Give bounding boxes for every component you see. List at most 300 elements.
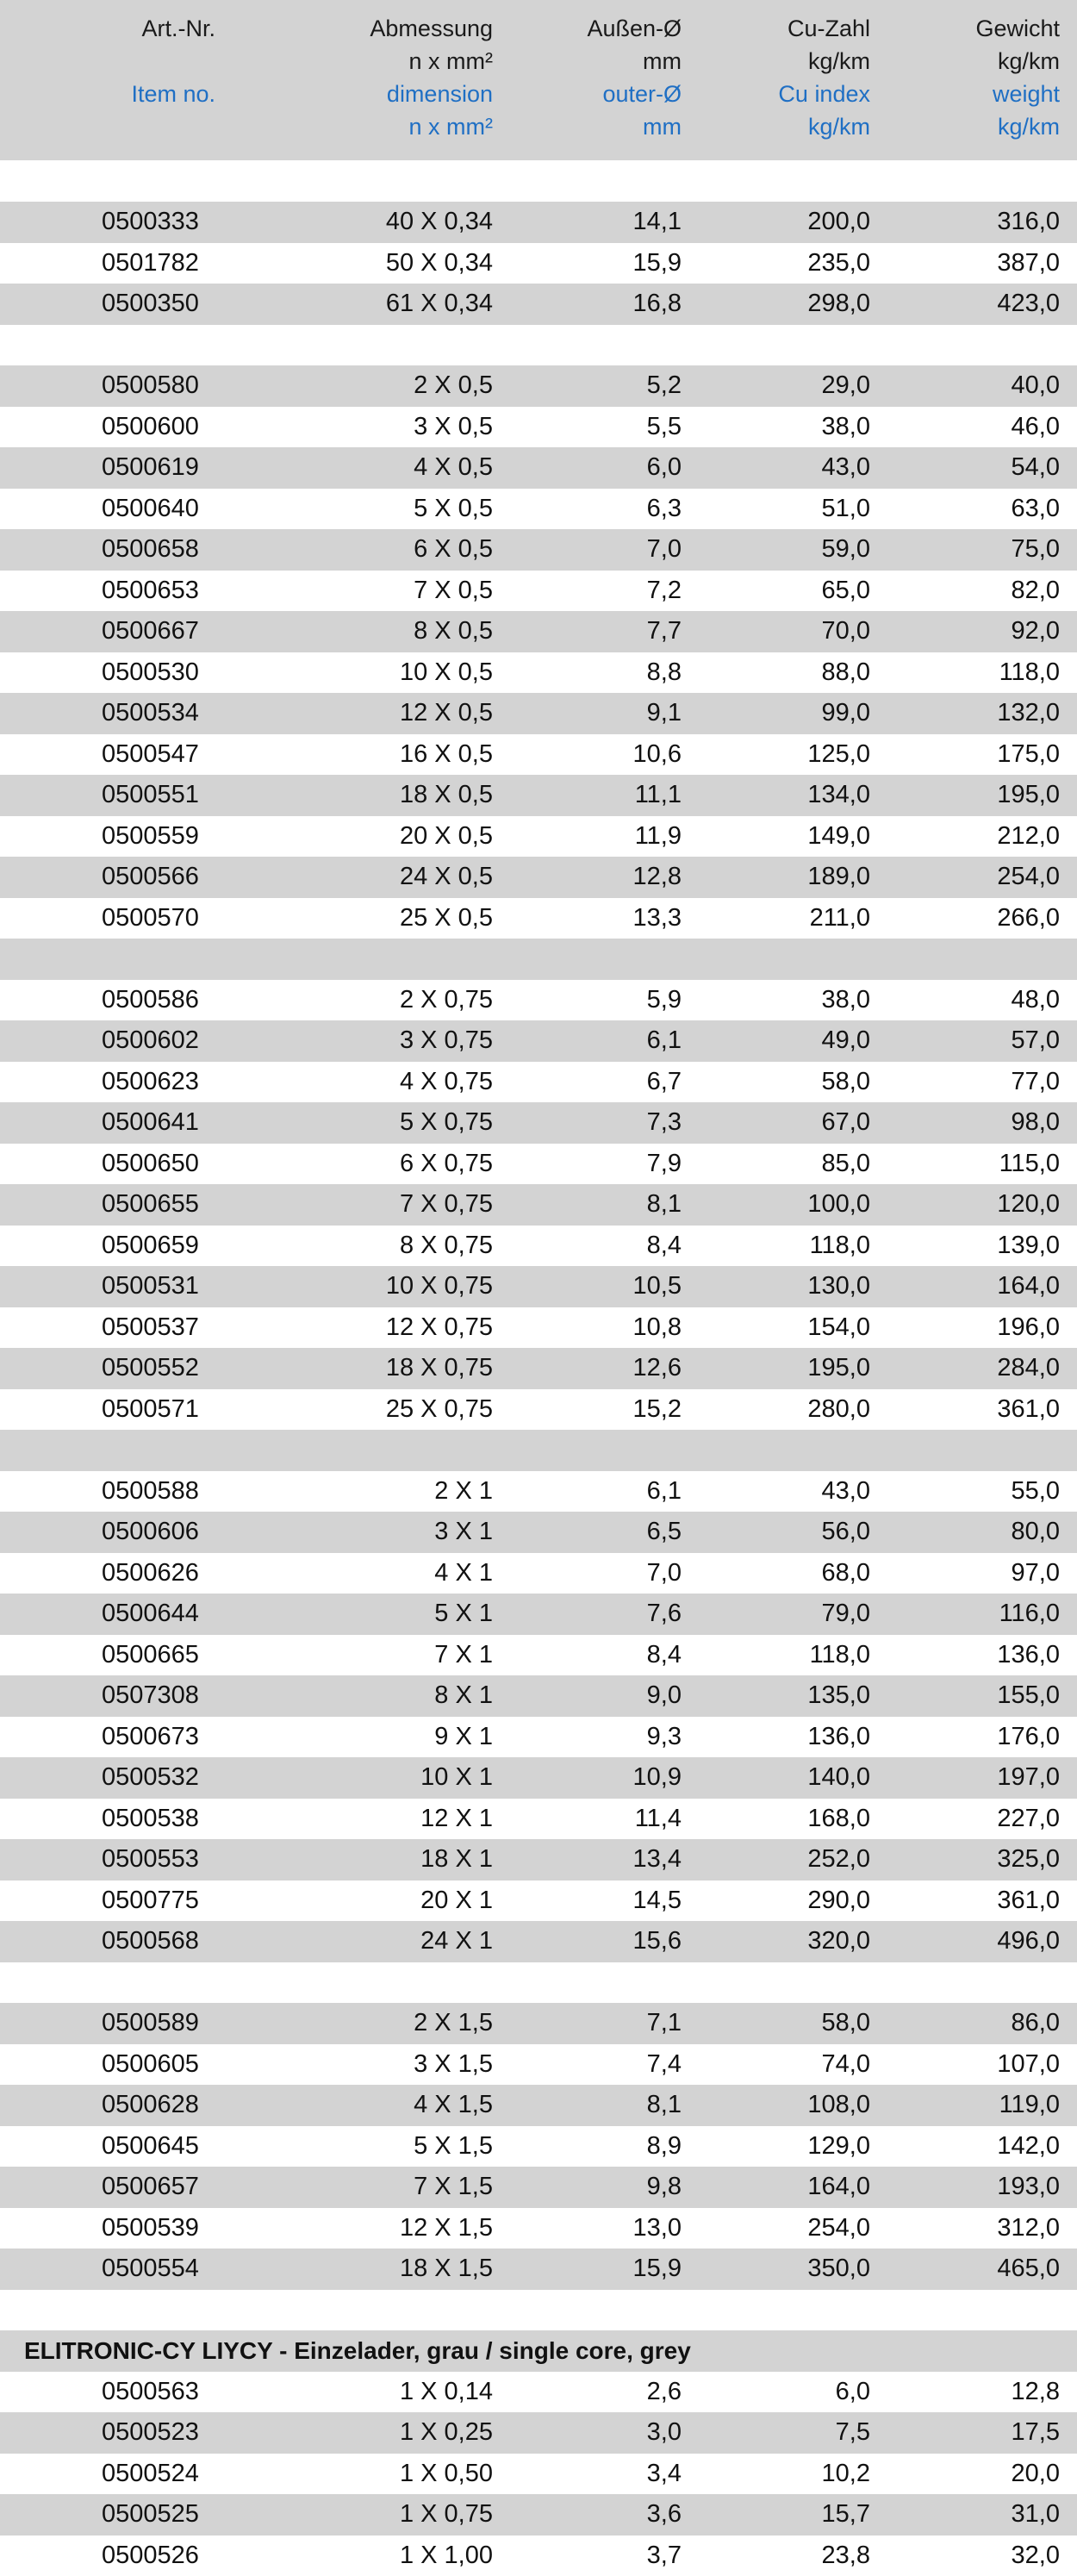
cell-outer-diameter: 8,1 xyxy=(647,2085,682,2126)
cell-item-no: 0500673 xyxy=(102,1717,199,1758)
cell-weight: 197,0 xyxy=(997,1757,1060,1799)
cell-cu-index: 298,0 xyxy=(807,284,870,325)
cell-outer-diameter: 6,0 xyxy=(647,447,682,489)
section-title-row xyxy=(0,2330,1077,2372)
cell-cu-index: 154,0 xyxy=(807,1307,870,1349)
cell-cu-index: 254,0 xyxy=(807,2208,870,2249)
cell-dimension: 61 X 0,34 xyxy=(386,284,493,325)
cell-weight: 55,0 xyxy=(1012,1471,1060,1513)
group-separator xyxy=(0,325,1077,366)
cell-item-no: 0500559 xyxy=(102,816,199,858)
table-row xyxy=(0,2126,1077,2167)
section-title: ELITRONIC-CY LIYCY - Einzelader, grau / single core, grey xyxy=(24,2330,691,2372)
cell-dimension: 4 X 0,75 xyxy=(400,1062,493,1103)
header-od-en2: mm xyxy=(587,110,682,143)
cell-weight: 32,0 xyxy=(1012,2535,1060,2576)
cell-weight: 139,0 xyxy=(997,1226,1060,1267)
cell-dimension: 18 X 0,5 xyxy=(400,775,493,816)
cell-item-no: 0500665 xyxy=(102,1635,199,1676)
header-od-de2: mm xyxy=(587,45,682,78)
cell-cu-index: 211,0 xyxy=(810,898,870,939)
table-row xyxy=(0,693,1077,734)
cell-weight: 48,0 xyxy=(1012,980,1060,1021)
cell-outer-diameter: 12,6 xyxy=(633,1348,682,1389)
cell-cu-index: 320,0 xyxy=(807,1921,870,1962)
cell-outer-diameter: 5,5 xyxy=(647,407,682,448)
cell-weight: 116,0 xyxy=(999,1594,1060,1635)
cell-weight: 465,0 xyxy=(997,2249,1060,2290)
table-row xyxy=(0,857,1077,898)
cell-outer-diameter: 15,2 xyxy=(633,1389,682,1431)
table-row xyxy=(0,2044,1077,2086)
cell-cu-index: 56,0 xyxy=(822,1512,870,1553)
cell-item-no: 0500640 xyxy=(102,489,199,530)
cell-outer-diameter: 6,5 xyxy=(647,1512,682,1553)
cell-outer-diameter: 7,4 xyxy=(647,2044,682,2086)
header-wt-de2: kg/km xyxy=(975,45,1060,78)
cell-item-no: 0500606 xyxy=(102,1512,199,1553)
cell-item-no: 0501782 xyxy=(102,243,199,284)
cell-dimension: 7 X 0,75 xyxy=(400,1184,493,1226)
cell-weight: 254,0 xyxy=(997,857,1060,898)
cell-outer-diameter: 5,2 xyxy=(647,365,682,407)
cell-item-no: 0500602 xyxy=(102,1020,199,1062)
cell-weight: 63,0 xyxy=(1012,489,1060,530)
cell-outer-diameter: 5,9 xyxy=(647,980,682,1021)
cell-dimension: 8 X 1 xyxy=(434,1675,493,1717)
cell-item-no: 0500350 xyxy=(102,284,199,325)
cell-weight: 107,0 xyxy=(997,2044,1060,2086)
cell-item-no: 0500628 xyxy=(102,2085,199,2126)
cell-item-no: 0500655 xyxy=(102,1184,199,1226)
header-item-no xyxy=(131,12,215,110)
table-row xyxy=(0,447,1077,489)
cell-outer-diameter: 6,7 xyxy=(647,1062,682,1103)
cell-cu-index: 164,0 xyxy=(807,2167,870,2208)
table-row xyxy=(0,980,1077,1021)
header-outer-diameter xyxy=(587,12,682,143)
cell-cu-index: 38,0 xyxy=(822,407,870,448)
group-separator xyxy=(0,939,1077,980)
cell-outer-diameter: 10,9 xyxy=(633,1757,682,1799)
cell-outer-diameter: 11,9 xyxy=(635,816,682,858)
cell-dimension: 2 X 1,5 xyxy=(414,2003,493,2044)
cell-dimension: 5 X 1 xyxy=(434,1594,493,1635)
cell-cu-index: 149,0 xyxy=(807,816,870,858)
cell-dimension: 25 X 0,75 xyxy=(386,1389,493,1431)
cell-outer-diameter: 8,1 xyxy=(647,1184,682,1226)
table-row xyxy=(0,2167,1077,2208)
cell-item-no: 0500645 xyxy=(102,2126,199,2167)
cell-weight: 212,0 xyxy=(997,816,1060,858)
table-row xyxy=(0,489,1077,530)
table-row xyxy=(0,284,1077,325)
cell-cu-index: 70,0 xyxy=(822,611,870,652)
header-wt-en2: kg/km xyxy=(975,110,1060,143)
cell-dimension: 5 X 1,5 xyxy=(414,2126,493,2167)
cell-dimension: 7 X 1,5 xyxy=(414,2167,493,2208)
table-row xyxy=(0,2535,1077,2576)
cell-item-no: 0500775 xyxy=(102,1881,199,1922)
cell-weight: 496,0 xyxy=(997,1921,1060,1962)
cell-outer-diameter: 12,8 xyxy=(633,857,682,898)
cell-weight: 12,8 xyxy=(1012,2372,1060,2413)
table-row xyxy=(0,1635,1077,1676)
cell-outer-diameter: 13,3 xyxy=(633,898,682,939)
table-row xyxy=(0,1553,1077,1594)
cell-cu-index: 79,0 xyxy=(822,1594,870,1635)
cell-item-no: 0500586 xyxy=(102,980,199,1021)
cell-item-no: 0500333 xyxy=(102,202,199,243)
cell-item-no: 0500659 xyxy=(102,1226,199,1267)
cell-item-no: 0500524 xyxy=(102,2454,199,2495)
cell-cu-index: 7,5 xyxy=(836,2412,870,2454)
table-row xyxy=(0,1144,1077,1185)
cell-cu-index: 15,7 xyxy=(822,2494,870,2535)
table-row xyxy=(0,2085,1077,2126)
header-cu-en1: Cu index xyxy=(778,78,870,110)
cell-dimension: 12 X 0,5 xyxy=(400,693,493,734)
cell-dimension: 12 X 1 xyxy=(420,1799,493,1840)
cell-weight: 46,0 xyxy=(1012,407,1060,448)
header-cu-en2: kg/km xyxy=(778,110,870,143)
cell-weight: 20,0 xyxy=(1012,2454,1060,2495)
cell-weight: 361,0 xyxy=(997,1881,1060,1922)
table-row xyxy=(0,1675,1077,1717)
cell-cu-index: 280,0 xyxy=(807,1389,870,1431)
cell-cu-index: 10,2 xyxy=(822,2454,870,2495)
cell-item-no: 0500600 xyxy=(102,407,199,448)
cell-item-no: 0500532 xyxy=(102,1757,199,1799)
cell-item-no: 0507308 xyxy=(102,1675,199,1717)
cell-cu-index: 74,0 xyxy=(822,2044,870,2086)
cell-item-no: 0500589 xyxy=(102,2003,199,2044)
cell-outer-diameter: 7,9 xyxy=(647,1144,682,1185)
cell-weight: 17,5 xyxy=(1012,2412,1060,2454)
cell-weight: 97,0 xyxy=(1012,1553,1060,1594)
cell-cu-index: 168,0 xyxy=(807,1799,870,1840)
cell-weight: 115,0 xyxy=(999,1144,1060,1185)
cell-weight: 118,0 xyxy=(999,652,1060,694)
cell-outer-diameter: 3,0 xyxy=(647,2412,682,2454)
cell-cu-index: 58,0 xyxy=(822,1062,870,1103)
cell-dimension: 6 X 0,5 xyxy=(414,529,493,571)
cell-weight: 136,0 xyxy=(997,1635,1060,1676)
cell-item-no: 0500571 xyxy=(102,1389,199,1431)
cell-cu-index: 88,0 xyxy=(822,652,870,694)
cell-item-no: 0500623 xyxy=(102,1062,199,1103)
cell-outer-diameter: 13,0 xyxy=(633,2208,682,2249)
cell-weight: 120,0 xyxy=(997,1184,1060,1226)
group-separator xyxy=(0,1962,1077,2004)
cell-weight: 227,0 xyxy=(997,1799,1060,1840)
cell-weight: 155,0 xyxy=(997,1675,1060,1717)
cell-cu-index: 68,0 xyxy=(822,1553,870,1594)
cell-outer-diameter: 14,1 xyxy=(633,202,682,243)
table-row xyxy=(0,1757,1077,1799)
cell-item-no: 0500619 xyxy=(102,447,199,489)
cell-dimension: 1 X 0,50 xyxy=(400,2454,493,2495)
cell-dimension: 40 X 0,34 xyxy=(386,202,493,243)
cell-cu-index: 38,0 xyxy=(822,980,870,1021)
table-row xyxy=(0,775,1077,816)
cell-cu-index: 6,0 xyxy=(836,2372,870,2413)
header-gap xyxy=(0,160,1077,202)
cell-outer-diameter: 14,5 xyxy=(633,1881,682,1922)
header-cu-de2: kg/km xyxy=(778,45,870,78)
cell-weight: 142,0 xyxy=(997,2126,1060,2167)
group-separator xyxy=(0,2290,1077,2331)
header-art-en: Item no. xyxy=(131,78,215,110)
cell-weight: 54,0 xyxy=(1012,447,1060,489)
cell-weight: 86,0 xyxy=(1012,2003,1060,2044)
cell-dimension: 5 X 0,75 xyxy=(400,1102,493,1144)
cell-dimension: 18 X 0,75 xyxy=(386,1348,493,1389)
table-row xyxy=(0,202,1077,243)
cell-outer-diameter: 7,6 xyxy=(647,1594,682,1635)
cell-cu-index: 189,0 xyxy=(807,857,870,898)
cell-weight: 361,0 xyxy=(997,1389,1060,1431)
cell-cu-index: 23,8 xyxy=(822,2535,870,2576)
table-row xyxy=(0,1839,1077,1881)
table-row xyxy=(0,1594,1077,1635)
cell-weight: 193,0 xyxy=(997,2167,1060,2208)
cell-outer-diameter: 10,6 xyxy=(633,734,682,776)
cell-item-no: 0500568 xyxy=(102,1921,199,1962)
cell-item-no: 0500644 xyxy=(102,1594,199,1635)
cell-outer-diameter: 8,4 xyxy=(647,1635,682,1676)
cell-cu-index: 65,0 xyxy=(822,571,870,612)
header-od-de1: Außen-Ø xyxy=(587,12,682,45)
header-cu-index xyxy=(778,12,870,143)
cell-item-no: 0500537 xyxy=(102,1307,199,1349)
cell-dimension: 5 X 0,5 xyxy=(414,489,493,530)
table-row xyxy=(0,407,1077,448)
header-dim-en1: dimension xyxy=(370,78,493,110)
table-row xyxy=(0,2412,1077,2454)
cell-dimension: 7 X 1 xyxy=(434,1635,493,1676)
cell-dimension: 18 X 1 xyxy=(420,1839,493,1881)
cell-dimension: 25 X 0,5 xyxy=(400,898,493,939)
cell-dimension: 8 X 0,5 xyxy=(414,611,493,652)
cell-outer-diameter: 7,0 xyxy=(647,529,682,571)
cell-cu-index: 99,0 xyxy=(822,693,870,734)
cell-item-no: 0500547 xyxy=(102,734,199,776)
header-dimension xyxy=(370,12,493,143)
cell-weight: 387,0 xyxy=(997,243,1060,284)
cell-outer-diameter: 7,2 xyxy=(647,571,682,612)
header-dim-de1: Abmessung xyxy=(370,12,493,45)
table-body xyxy=(0,202,1077,2576)
cell-dimension: 8 X 0,75 xyxy=(400,1226,493,1267)
cell-weight: 312,0 xyxy=(997,2208,1060,2249)
cell-dimension: 10 X 1 xyxy=(420,1757,493,1799)
group-separator xyxy=(0,1430,1077,1471)
cell-dimension: 3 X 1 xyxy=(434,1512,493,1553)
cell-weight: 92,0 xyxy=(1012,611,1060,652)
table-row xyxy=(0,1226,1077,1267)
header-dim-en2: n x mm² xyxy=(370,110,493,143)
cell-item-no: 0500667 xyxy=(102,611,199,652)
cell-item-no: 0500523 xyxy=(102,2412,199,2454)
header-art-de: Art.-Nr. xyxy=(131,12,215,45)
cell-weight: 40,0 xyxy=(1012,365,1060,407)
cell-weight: 175,0 xyxy=(997,734,1060,776)
cell-dimension: 10 X 0,75 xyxy=(386,1266,493,1307)
cell-cu-index: 134,0 xyxy=(807,775,870,816)
cell-cu-index: 100,0 xyxy=(807,1184,870,1226)
cell-cu-index: 49,0 xyxy=(822,1020,870,1062)
cell-outer-diameter: 7,0 xyxy=(647,1553,682,1594)
table-row xyxy=(0,611,1077,652)
cell-weight: 31,0 xyxy=(1012,2494,1060,2535)
cell-outer-diameter: 15,9 xyxy=(633,243,682,284)
cell-cu-index: 350,0 xyxy=(807,2249,870,2290)
cell-weight: 196,0 xyxy=(997,1307,1060,1349)
cell-dimension: 10 X 0,5 xyxy=(400,652,493,694)
cell-outer-diameter: 2,6 xyxy=(647,2372,682,2413)
cell-dimension: 4 X 0,5 xyxy=(414,447,493,489)
cell-dimension: 1 X 0,25 xyxy=(400,2412,493,2454)
cell-outer-diameter: 10,5 xyxy=(633,1266,682,1307)
table-header xyxy=(0,0,1077,160)
cell-item-no: 0500657 xyxy=(102,2167,199,2208)
cell-outer-diameter: 7,7 xyxy=(647,611,682,652)
table-row xyxy=(0,243,1077,284)
cell-dimension: 2 X 1 xyxy=(434,1471,493,1513)
cell-weight: 266,0 xyxy=(997,898,1060,939)
cell-item-no: 0500605 xyxy=(102,2044,199,2086)
cell-outer-diameter: 16,8 xyxy=(633,284,682,325)
cell-weight: 77,0 xyxy=(1012,1062,1060,1103)
cell-dimension: 4 X 1,5 xyxy=(414,2085,493,2126)
cell-cu-index: 51,0 xyxy=(822,489,870,530)
cell-cu-index: 290,0 xyxy=(807,1881,870,1922)
cell-item-no: 0500566 xyxy=(102,857,199,898)
cell-dimension: 20 X 1 xyxy=(420,1881,493,1922)
header-dim-de2: n x mm² xyxy=(370,45,493,78)
cell-weight: 316,0 xyxy=(997,202,1060,243)
header-wt-en1: weight xyxy=(975,78,1060,110)
cell-cu-index: 235,0 xyxy=(807,243,870,284)
table-row xyxy=(0,1020,1077,1062)
cell-cu-index: 85,0 xyxy=(822,1144,870,1185)
table-row xyxy=(0,2003,1077,2044)
cell-item-no: 0500531 xyxy=(102,1266,199,1307)
table-row xyxy=(0,898,1077,939)
table-row xyxy=(0,1717,1077,1758)
cell-item-no: 0500534 xyxy=(102,693,199,734)
cell-outer-diameter: 7,3 xyxy=(647,1102,682,1144)
cell-item-no: 0500658 xyxy=(102,529,199,571)
cell-weight: 80,0 xyxy=(1012,1512,1060,1553)
cell-dimension: 24 X 0,5 xyxy=(400,857,493,898)
cell-outer-diameter: 6,3 xyxy=(647,489,682,530)
table-row xyxy=(0,1348,1077,1389)
table-row xyxy=(0,1266,1077,1307)
cell-cu-index: 136,0 xyxy=(807,1717,870,1758)
cell-cu-index: 43,0 xyxy=(822,447,870,489)
table-row xyxy=(0,1471,1077,1513)
table-row xyxy=(0,734,1077,776)
cell-dimension: 16 X 0,5 xyxy=(400,734,493,776)
cell-item-no: 0500588 xyxy=(102,1471,199,1513)
cell-item-no: 0500539 xyxy=(102,2208,199,2249)
cell-cu-index: 29,0 xyxy=(822,365,870,407)
cell-item-no: 0500563 xyxy=(102,2372,199,2413)
cell-dimension: 2 X 0,75 xyxy=(400,980,493,1021)
cell-outer-diameter: 15,9 xyxy=(633,2249,682,2290)
cell-item-no: 0500570 xyxy=(102,898,199,939)
cell-item-no: 0500653 xyxy=(102,571,199,612)
cell-dimension: 12 X 0,75 xyxy=(386,1307,493,1349)
cell-item-no: 0500530 xyxy=(102,652,199,694)
cell-dimension: 4 X 1 xyxy=(434,1553,493,1594)
cell-dimension: 24 X 1 xyxy=(420,1921,493,1962)
cell-cu-index: 108,0 xyxy=(807,2085,870,2126)
cell-item-no: 0500526 xyxy=(102,2535,199,2576)
cell-weight: 164,0 xyxy=(997,1266,1060,1307)
table-row xyxy=(0,1881,1077,1922)
cell-weight: 57,0 xyxy=(1012,1020,1060,1062)
cell-dimension: 2 X 0,5 xyxy=(414,365,493,407)
cell-item-no: 0500554 xyxy=(102,2249,199,2290)
cell-outer-diameter: 8,9 xyxy=(647,2126,682,2167)
cell-outer-diameter: 15,6 xyxy=(633,1921,682,1962)
cell-outer-diameter: 6,1 xyxy=(647,1471,682,1513)
cell-dimension: 9 X 1 xyxy=(434,1717,493,1758)
cell-cu-index: 125,0 xyxy=(807,734,870,776)
cell-item-no: 0500538 xyxy=(102,1799,199,1840)
table-row xyxy=(0,1921,1077,1962)
cell-dimension: 18 X 1,5 xyxy=(400,2249,493,2290)
cell-weight: 132,0 xyxy=(997,693,1060,734)
cell-dimension: 6 X 0,75 xyxy=(400,1144,493,1185)
cell-cu-index: 195,0 xyxy=(807,1348,870,1389)
table-row xyxy=(0,1102,1077,1144)
header-wt-de1: Gewicht xyxy=(975,12,1060,45)
cell-outer-diameter: 3,4 xyxy=(647,2454,682,2495)
cell-cu-index: 135,0 xyxy=(807,1675,870,1717)
cell-item-no: 0500525 xyxy=(102,2494,199,2535)
table-row xyxy=(0,2454,1077,2495)
header-weight xyxy=(975,12,1060,143)
cell-cu-index: 43,0 xyxy=(822,1471,870,1513)
cell-outer-diameter: 9,0 xyxy=(647,1675,682,1717)
cell-outer-diameter: 9,3 xyxy=(647,1717,682,1758)
header-od-en1: outer-Ø xyxy=(587,78,682,110)
cell-cu-index: 118,0 xyxy=(810,1226,870,1267)
cell-item-no: 0500551 xyxy=(102,775,199,816)
cell-item-no: 0500626 xyxy=(102,1553,199,1594)
table-row xyxy=(0,816,1077,858)
cell-cu-index: 252,0 xyxy=(807,1839,870,1881)
table-row xyxy=(0,1307,1077,1349)
cell-item-no: 0500641 xyxy=(102,1102,199,1144)
cell-cu-index: 58,0 xyxy=(822,2003,870,2044)
cell-dimension: 20 X 0,5 xyxy=(400,816,493,858)
cell-outer-diameter: 6,1 xyxy=(647,1020,682,1062)
table-row xyxy=(0,571,1077,612)
cell-outer-diameter: 8,4 xyxy=(647,1226,682,1267)
cell-outer-diameter: 9,8 xyxy=(647,2167,682,2208)
cell-dimension: 3 X 1,5 xyxy=(414,2044,493,2086)
table-row xyxy=(0,1512,1077,1553)
cell-cu-index: 200,0 xyxy=(807,202,870,243)
cell-dimension: 12 X 1,5 xyxy=(400,2208,493,2249)
cell-cu-index: 67,0 xyxy=(822,1102,870,1144)
cell-outer-diameter: 7,1 xyxy=(647,2003,682,2044)
